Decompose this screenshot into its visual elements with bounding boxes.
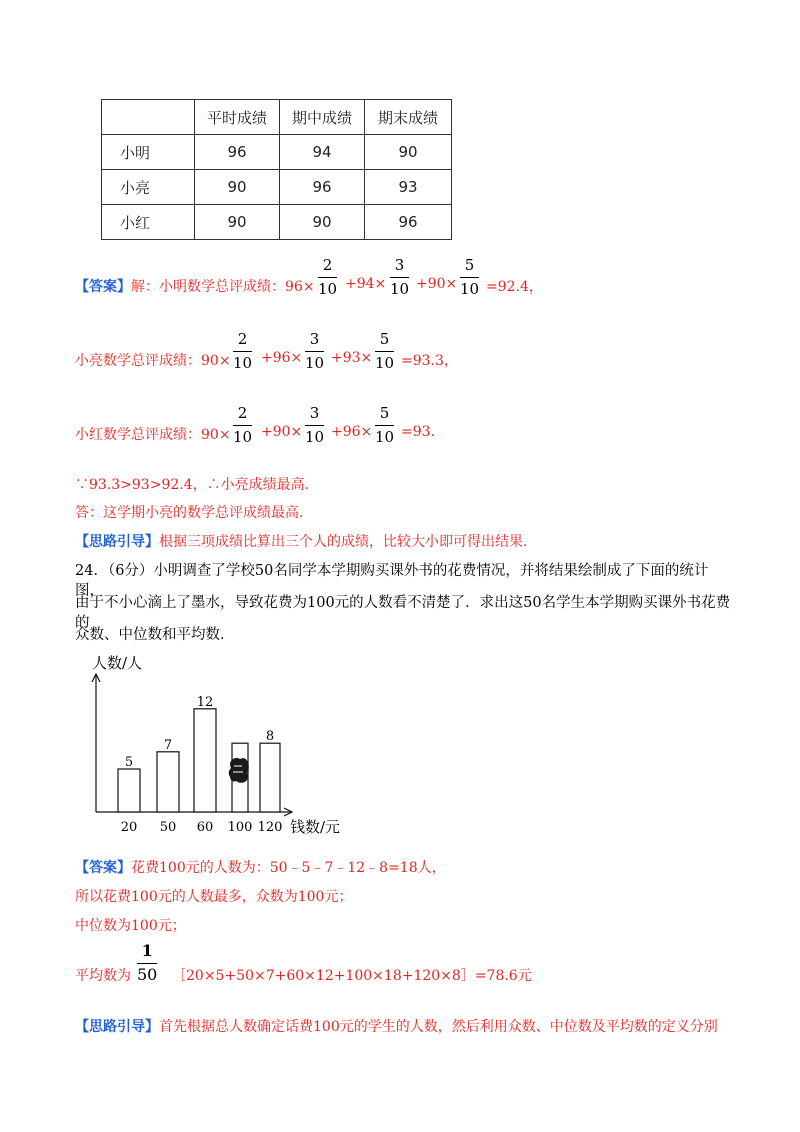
- x-axis-label: 钱数/元: [290, 818, 341, 836]
- fraction-denominator: 10: [460, 280, 480, 298]
- question-line: 众数、中位数和平均数．: [75, 627, 235, 643]
- answer-text: =93.3，: [401, 353, 458, 369]
- answer-text: +90×: [416, 276, 458, 292]
- fraction-denominator: 10: [233, 354, 253, 372]
- table-cell: 90: [195, 170, 280, 205]
- table-cell: 90: [280, 205, 365, 240]
- table-cell: 小红: [102, 205, 195, 240]
- bar-50: [157, 752, 179, 812]
- answer-text: 解：小明数学总评成绩：96×: [131, 279, 315, 295]
- fraction-denominator: 50: [137, 965, 158, 984]
- tick-label-20: 20: [120, 820, 138, 835]
- tick-label-50: 50: [159, 820, 177, 835]
- answer-text: =92.4，: [486, 279, 543, 295]
- table-header-cell: 期中成绩: [280, 100, 365, 135]
- answer-tag: 【答案】: [75, 860, 131, 876]
- bar-20: [118, 769, 140, 812]
- table-cell: 96: [280, 170, 365, 205]
- data-label-20: 5: [124, 755, 134, 770]
- answer-text: 中位数为100元；: [75, 918, 186, 934]
- answer-text: ［20×5+50×7+60×12+100×18+120×8］=78.6元: [172, 968, 532, 984]
- table-cell: 96: [365, 205, 452, 240]
- fraction-numerator: 2: [237, 404, 248, 422]
- bar-120: [260, 743, 280, 812]
- answer-text: =93.: [401, 424, 435, 440]
- hint-text: 首先根据总人数确定话费100元的学生的人数，然后利用众数、中位数及平均数的定义分别: [159, 1019, 718, 1035]
- fraction-denominator: 10: [305, 428, 325, 446]
- data-label-60: 12: [196, 694, 214, 710]
- conclusion-text: ∵93.3>93>92.4，∴小亮成绩最高.: [75, 477, 310, 493]
- bar-60: [194, 709, 216, 812]
- table-cell: 小明: [102, 135, 195, 170]
- answer-text: +96×: [261, 350, 303, 366]
- hint-tag: 【思路引导】: [75, 534, 159, 550]
- y-axis-label: 人数/人: [92, 654, 143, 672]
- table-cell: 90: [365, 135, 452, 170]
- fraction-numerator: 1: [141, 941, 153, 960]
- question-line: 由于不小心滴上了墨水，导致花费为100元的人数看不清楚了．求出这50名学生本学期购买课外书花费的: [75, 595, 731, 631]
- fraction-bar: [137, 963, 157, 964]
- bars-group: [118, 695, 282, 835]
- answer-text: 小亮数学总评成绩：90×: [75, 353, 231, 369]
- tick-label-100: 100: [227, 820, 253, 835]
- fraction-denominator: 10: [233, 428, 253, 446]
- table-cell: 小亮: [102, 170, 195, 205]
- fraction-numerator: 2: [237, 330, 248, 348]
- answer-text: +96×: [331, 424, 373, 440]
- tick-label-60: 60: [196, 820, 214, 835]
- hint2: [75, 1016, 718, 1036]
- table-cell: 93: [365, 170, 452, 205]
- fraction-numerator: 5: [379, 404, 390, 422]
- fraction-numerator: 5: [464, 256, 475, 274]
- fraction-numerator: 5: [379, 330, 390, 348]
- answer2-line1: [75, 857, 446, 877]
- answer-text: 花费100元的人数为：50﹣5﹣7﹣12﹣8=18人，: [131, 860, 446, 876]
- fraction: [137, 943, 157, 983]
- answer-tag: 【答案】: [75, 279, 131, 295]
- ink-blot: [229, 758, 249, 783]
- fraction-denominator: 10: [318, 280, 338, 298]
- data-label-50: 7: [163, 737, 173, 753]
- final-answer-text: 答：这学期小亮的数学总评成绩最高.: [75, 505, 304, 521]
- fraction-numerator: 3: [394, 256, 405, 274]
- fraction-numerator: 2: [322, 256, 333, 274]
- hint-tag: 【思路引导】: [75, 1019, 159, 1035]
- table-cell: 94: [280, 135, 365, 170]
- table-header-cell: 平时成绩: [195, 100, 280, 135]
- fraction-denominator: 10: [375, 428, 395, 446]
- fraction-denominator: 10: [305, 354, 325, 372]
- table-header-cell: 期末成绩: [365, 100, 452, 135]
- answer-text: 小红数学总评成绩：90×: [75, 427, 231, 443]
- fraction-numerator: 3: [309, 330, 320, 348]
- table-cell: 96: [195, 135, 280, 170]
- fraction-numerator: 3: [309, 404, 320, 422]
- answer-text: +94×: [345, 276, 387, 292]
- hint-text: 根据三项成绩比算出三个人的成绩，比较大小即可得出结果.: [159, 534, 528, 550]
- data-label-120: 8: [265, 729, 275, 745]
- tick-label-120: 120: [257, 820, 283, 835]
- table-cell: 90: [195, 205, 280, 240]
- answer-text: 平均数为: [75, 968, 131, 984]
- fraction-denominator: 10: [390, 280, 410, 298]
- question-line: 24．（6分）小明调查了学校50名同学本学期购买课外书的花费情况，并将结果绘制成了下面的统计图，: [75, 563, 709, 599]
- answer-text: 所以花费100元的人数最多，众数为100元；: [75, 889, 353, 905]
- answer-text: +90×: [261, 424, 303, 440]
- fraction-denominator: 10: [375, 354, 395, 372]
- answer-text: +93×: [331, 350, 373, 366]
